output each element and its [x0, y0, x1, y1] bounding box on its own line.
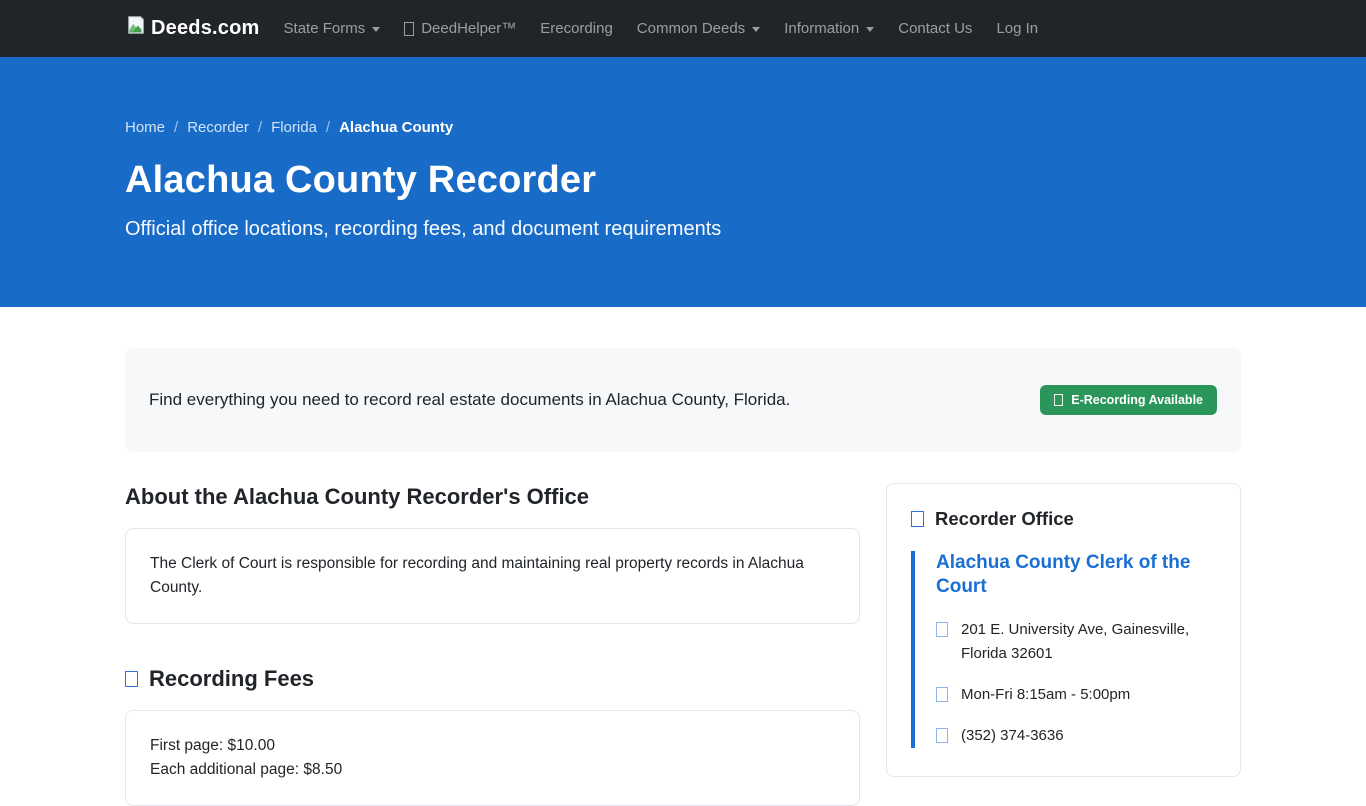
- sidebar: [886, 483, 1241, 777]
- about-heading: [125, 483, 860, 511]
- nav-item-common-deeds[interactable]: [625, 12, 772, 45]
- office-address: 201 E. University Ave, Gainesville, Florida 32601: [961, 621, 1190, 662]
- erecording-badge: [1040, 385, 1217, 415]
- intro-text: Find everything you need to record real estate documents in Alachua County, Florida.: [149, 390, 791, 409]
- placeholder-box-icon: [911, 511, 924, 527]
- office-phone: (352) 374-3636: [961, 727, 1064, 744]
- nav-item-log-in[interactable]: [984, 12, 1050, 45]
- placeholder-box-icon: [1054, 394, 1063, 406]
- placeholder-box-icon: [125, 671, 138, 687]
- hero: [0, 57, 1366, 307]
- chevron-down-icon: [752, 27, 760, 32]
- breadcrumb-separator: /: [174, 119, 179, 136]
- nav-label: Information: [784, 20, 860, 37]
- nav-label: Erecording: [540, 20, 613, 37]
- erecording-badge-label: E-Recording Available: [1071, 393, 1203, 407]
- main-column: [125, 483, 860, 806]
- breadcrumb-florida[interactable]: Florida: [271, 119, 317, 136]
- office-phone-row: [936, 724, 1216, 748]
- fees-heading: [125, 665, 860, 693]
- breadcrumb-separator: /: [257, 119, 263, 136]
- office-address-row: [936, 618, 1216, 666]
- nav-label: Common Deeds: [636, 20, 746, 37]
- office-entry: [911, 551, 1216, 748]
- office-hours-row: [936, 683, 1216, 707]
- nav-item-information[interactable]: [772, 12, 886, 45]
- nav-item-erecording[interactable]: [528, 12, 625, 45]
- office-heading: [911, 508, 1216, 530]
- placeholder-box-icon: [404, 22, 414, 36]
- breadcrumb-current: Alachua County: [339, 119, 454, 136]
- page-subtitle: Official office locations, recording fees, and document requirements: [125, 218, 722, 240]
- breadcrumb-separator: /: [325, 119, 331, 136]
- nav-label: State Forms: [283, 20, 366, 37]
- office-name-link[interactable]: Alachua County Clerk of the Court: [936, 552, 1191, 597]
- broken-image-icon: [125, 14, 147, 36]
- placeholder-box-icon: [936, 728, 948, 743]
- placeholder-box-icon: [936, 687, 948, 702]
- office-heading-label: Recorder Office: [935, 508, 1074, 529]
- breadcrumb: [125, 119, 1241, 136]
- brand-logo[interactable]: [125, 17, 260, 40]
- top-navbar: [0, 0, 1366, 57]
- fee-first-page: First page: $10.00: [150, 737, 275, 754]
- breadcrumb-recorder[interactable]: Recorder: [187, 119, 249, 136]
- about-text: The Clerk of Court is responsible for recording and maintaining real property records in Alachua County.: [150, 555, 804, 596]
- nav-item-state-forms[interactable]: [272, 12, 393, 45]
- fee-additional-page: Each additional page: $8.50: [150, 761, 343, 778]
- nav-label: Log In: [996, 20, 1039, 37]
- nav-label: Contact Us: [898, 20, 973, 37]
- chevron-down-icon: [866, 27, 874, 32]
- office-hours: Mon-Fri 8:15am - 5:00pm: [961, 686, 1131, 703]
- page-title: Alachua County Recorder: [125, 159, 597, 201]
- intro-banner: [125, 348, 1241, 452]
- recorder-office-card: [886, 483, 1241, 777]
- fees-card: [125, 710, 860, 806]
- fees-heading-label: Recording Fees: [149, 666, 315, 691]
- nav-label: DeedHelper™: [421, 20, 517, 37]
- nav-item-deedhelper[interactable]: [392, 12, 528, 45]
- main-content: [113, 348, 1253, 806]
- about-card: [125, 528, 860, 624]
- nav-item-contact-us[interactable]: [886, 12, 984, 45]
- brand-name: Deeds.com: [151, 17, 260, 39]
- placeholder-box-icon: [936, 622, 948, 637]
- chevron-down-icon: [372, 27, 380, 32]
- nav-links: [272, 12, 1051, 45]
- about-heading-label: About the Alachua County Recorder's Office: [125, 484, 590, 509]
- breadcrumb-home[interactable]: Home: [125, 119, 166, 136]
